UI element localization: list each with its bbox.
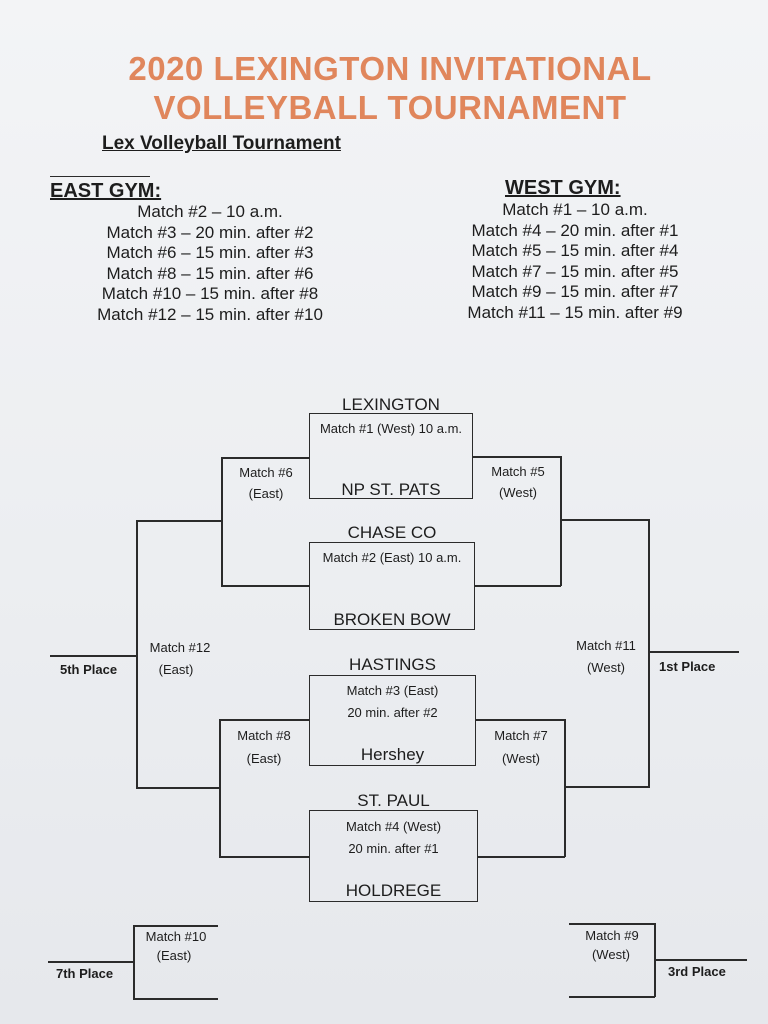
match-12-bottom-line bbox=[136, 787, 220, 789]
east-schedule-item: Match #10 – 15 min. after #8 bbox=[101, 284, 319, 303]
west-schedule-item: Match #5 – 15 min. after #4 bbox=[471, 241, 679, 260]
match-6-top-line bbox=[221, 457, 310, 459]
match-6-side-line bbox=[221, 457, 223, 586]
west-schedule-item: Match #11 – 15 min. after #9 bbox=[467, 302, 683, 322]
match-4-title: Match #4 (West) bbox=[345, 819, 442, 834]
match-9-title: Match #9 bbox=[585, 928, 639, 943]
match-6-bottom-line bbox=[221, 585, 310, 587]
match-7-top-line bbox=[476, 719, 565, 721]
team-lexington: LEXINGTON bbox=[342, 395, 440, 414]
match-4-time: 20 min. after #1 bbox=[348, 841, 439, 856]
match-8-title: Match #8 bbox=[237, 728, 291, 743]
fifth-place-label: 5th Place bbox=[60, 662, 118, 677]
east-schedule-item: Match #6 – 15 min. after #3 bbox=[106, 243, 314, 262]
fifth-place-line bbox=[50, 655, 137, 657]
west-gym-schedule bbox=[425, 200, 725, 323]
east-gym-rule bbox=[50, 176, 150, 177]
match-11-title: Match #11 bbox=[576, 638, 636, 653]
match-12-gym: (East) bbox=[158, 662, 194, 677]
match-10-title: Match #10 bbox=[145, 929, 207, 944]
team-hastings: HASTINGS bbox=[349, 655, 436, 674]
seventh-place-line bbox=[48, 961, 134, 963]
match-8-bottom-line bbox=[219, 856, 310, 858]
match-2-label: Match #2 (East) 10 a.m. bbox=[322, 550, 462, 565]
east-gym-schedule bbox=[60, 202, 360, 325]
east-schedule-item: Match #3 – 20 min. after #2 bbox=[106, 222, 314, 242]
first-place-label: 1st Place bbox=[659, 659, 716, 674]
match-11-bottom-line bbox=[564, 786, 650, 788]
match-7-bottom-line bbox=[478, 856, 565, 858]
team-hershey: Hershey bbox=[360, 745, 425, 764]
match-1-label: Match #1 (West) 10 a.m. bbox=[319, 421, 463, 436]
match-12-title: Match #12 bbox=[149, 640, 211, 655]
match-10-bottom-line bbox=[133, 998, 218, 1000]
match-5-side-line bbox=[560, 456, 562, 586]
match-5-bottom-line bbox=[475, 585, 561, 587]
first-place-line bbox=[649, 651, 739, 653]
east-schedule-item: Match #8 – 15 min. after #6 bbox=[106, 263, 314, 283]
team-st-paul: ST. PAUL bbox=[357, 791, 430, 810]
match-11-gym: (West) bbox=[586, 660, 626, 675]
match-6-title: Match #6 bbox=[239, 465, 293, 480]
seventh-place-label: 7th Place bbox=[56, 966, 114, 981]
match-6-gym: (East) bbox=[248, 486, 284, 501]
match-12-top-line bbox=[136, 520, 222, 522]
east-gym-heading: EAST GYM: bbox=[50, 180, 162, 202]
team-broken-bow: BROKEN BOW bbox=[333, 610, 451, 629]
tournament-title-line-2: VOLLEYBALL TOURNAMENT bbox=[153, 89, 627, 126]
match-11-side-line bbox=[648, 519, 650, 787]
match-9-top-line bbox=[569, 923, 655, 925]
west-schedule-item: Match #7 – 15 min. after #5 bbox=[471, 261, 679, 281]
west-schedule-item: Match #9 – 15 min. after #7 bbox=[471, 282, 679, 301]
east-schedule-item: Match #12 – 15 min. after #10 bbox=[97, 304, 323, 324]
east-schedule-item: Match #2 – 10 a.m. bbox=[137, 202, 283, 221]
team-chase-co: CHASE CO bbox=[347, 523, 437, 542]
tournament-title-line-1: 2020 LEXINGTON INVITATIONAL bbox=[128, 50, 652, 87]
west-gym-heading: WEST GYM: bbox=[505, 177, 621, 199]
match-8-gym: (East) bbox=[246, 751, 282, 766]
match-9-gym: (West) bbox=[591, 947, 631, 962]
third-place-label: 3rd Place bbox=[668, 964, 726, 979]
match-5-title: Match #5 bbox=[491, 464, 545, 479]
third-place-line bbox=[655, 959, 747, 961]
match-7-title: Match #7 bbox=[494, 728, 548, 743]
match-5-gym: (West) bbox=[498, 485, 538, 500]
team-holdrege: HOLDREGE bbox=[345, 881, 442, 900]
match-7-gym: (West) bbox=[501, 751, 541, 766]
team-np-st-pats: NP ST. PATS bbox=[341, 480, 441, 499]
match-7-side-line bbox=[564, 719, 566, 857]
match-3-time: 20 min. after #2 bbox=[347, 705, 438, 720]
west-schedule-item: Match #4 – 20 min. after #1 bbox=[471, 220, 679, 240]
page-subtitle: Lex Volleyball Tournament bbox=[102, 133, 341, 154]
match-11-top-line bbox=[560, 519, 648, 521]
west-schedule-item: Match #1 – 10 a.m. bbox=[502, 200, 648, 219]
match-9-bottom-line bbox=[569, 996, 655, 998]
match-8-top-line bbox=[219, 719, 310, 721]
match-12-side-line bbox=[136, 520, 138, 788]
match-3-title: Match #3 (East) bbox=[346, 683, 439, 698]
match-10-gym: (East) bbox=[156, 948, 192, 963]
match-5-top-line bbox=[473, 456, 561, 458]
match-10-top-line bbox=[133, 925, 218, 927]
